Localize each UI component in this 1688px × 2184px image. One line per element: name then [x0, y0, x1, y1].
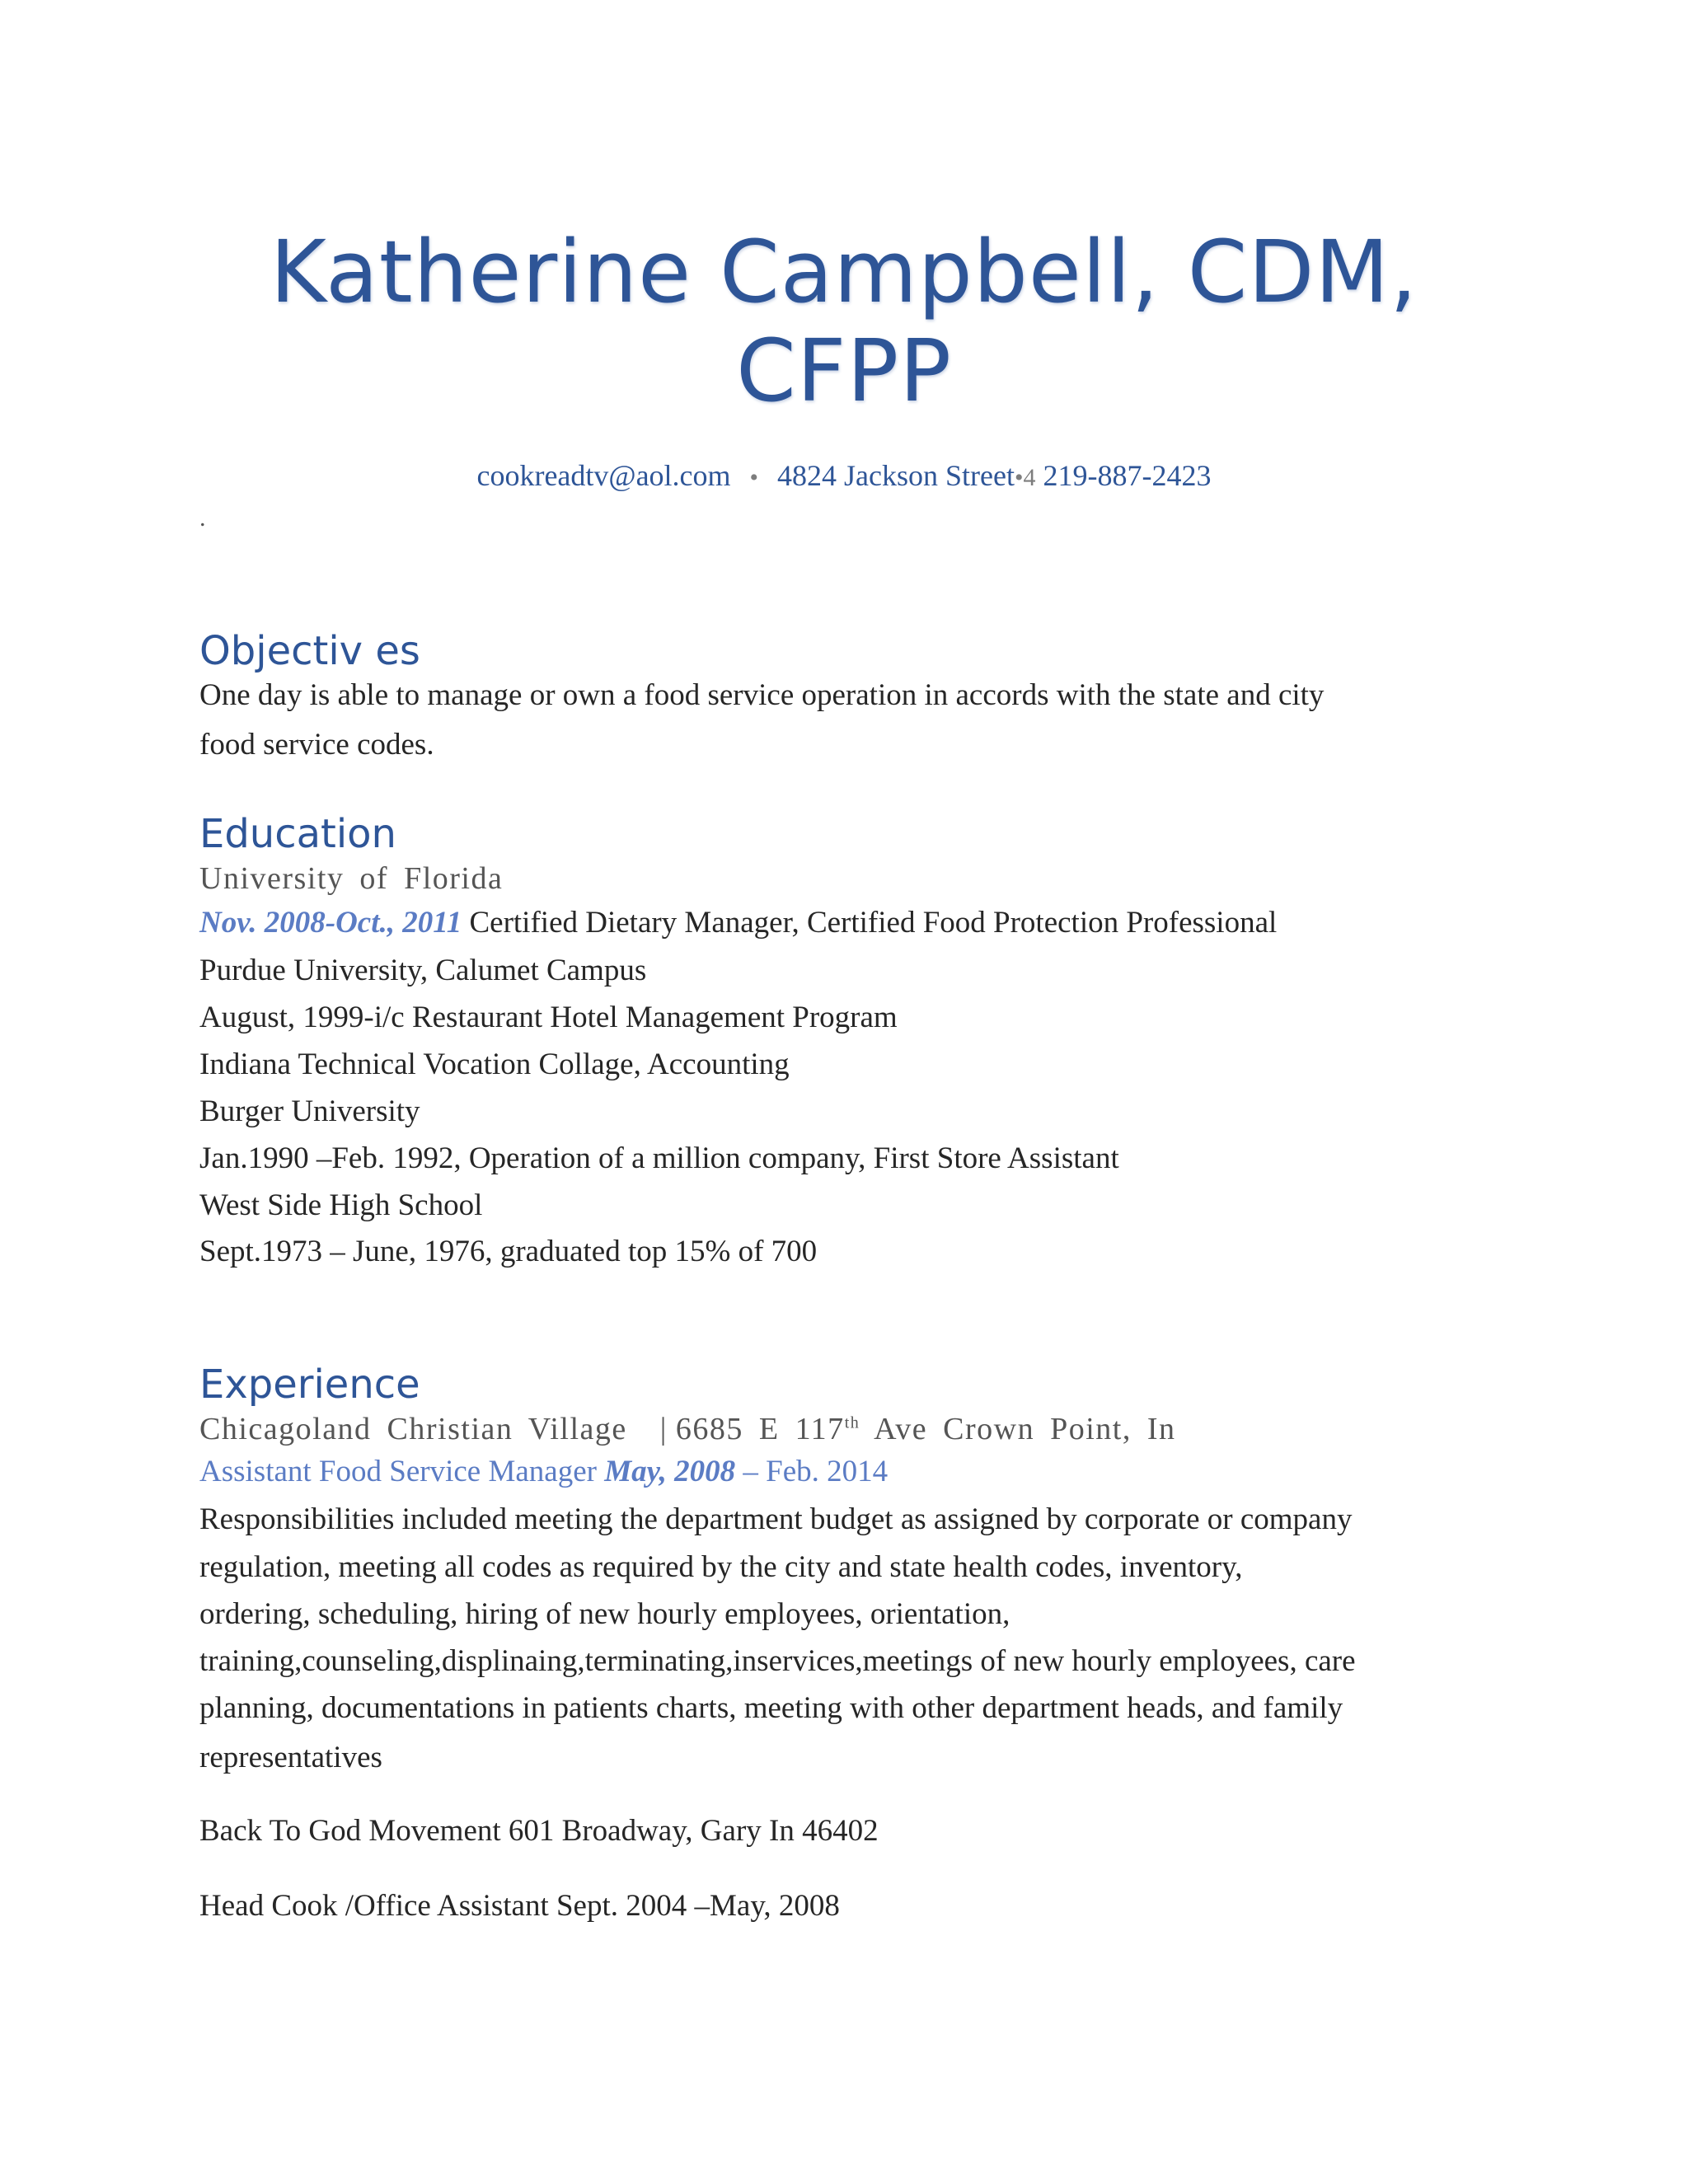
- stray-dot: .: [199, 504, 206, 532]
- job-1-resp-line: regulation, meeting all codes as required by the city and state health codes, inventory,: [199, 1550, 1243, 1584]
- objective-line-1: One day is able to manage or own a food service operation in accords with the state and city: [199, 678, 1325, 712]
- job-1-end: – Feb. 2014: [735, 1455, 889, 1488]
- job-1-resp-line: ordering, scheduling, hiring of new hourly employees, orientation,: [199, 1597, 1010, 1631]
- phone-prefix: •4: [1015, 464, 1036, 491]
- job-1-start: May, 2008: [604, 1455, 736, 1488]
- job-1-employer-line: [199, 1411, 1176, 1447]
- education-heading: Education: [199, 811, 396, 857]
- job-1-resp-line: training,counseling,displinaing,terminating,inservices,meetings of new hourly employees, care: [199, 1644, 1356, 1678]
- contact-line: [198, 458, 1490, 493]
- separator-bullet: •: [749, 464, 759, 491]
- school-1-credential: Certified Dietary Manager, Certified Food Protection Professional: [462, 906, 1278, 940]
- job-1-employer: Chicagoland Christian Village: [199, 1412, 627, 1446]
- job-1-address-sup: th: [844, 1413, 860, 1432]
- candidate-name-line2: CFPP: [736, 321, 952, 421]
- job-1-address-number: 6685 E 117: [675, 1412, 845, 1446]
- job-1-title: Assistant Food Service Manager: [199, 1455, 605, 1488]
- phone: 219-887-2423: [1043, 459, 1212, 492]
- job-2-employer: Back To God Movement 601 Broadway, Gary In 46402: [199, 1814, 879, 1848]
- job-1-address-street: Ave Crown Point, In: [860, 1412, 1176, 1446]
- experience-heading: Experience: [199, 1361, 420, 1408]
- address: 4824 Jackson Street: [777, 459, 1015, 492]
- school-4-detail: Jan.1990 –Feb. 1992, Operation of a million company, First Store Assistant: [199, 1141, 1119, 1175]
- school-4-name: Burger University: [199, 1094, 420, 1128]
- school-1-detail: [199, 905, 1277, 941]
- job-1-resp-line: Responsibilities included meeting the department budget as assigned by corporate or company: [199, 1502, 1353, 1536]
- school-3-name: Indiana Technical Vocation Collage, Accounting: [199, 1047, 790, 1081]
- job-1-resp-line: planning, documentations in patients charts, meeting with other department heads, and family: [199, 1691, 1343, 1725]
- school-5-name: West Side High School: [199, 1188, 483, 1222]
- job-2-title: Head Cook /Office Assistant Sept. 2004 –May, 2008: [199, 1889, 840, 1923]
- objectives-heading: Objectiv es: [199, 628, 420, 674]
- name-header: [198, 223, 1490, 420]
- school-2-detail: August, 1999-i/c Restaurant Hotel Management Program: [199, 1001, 898, 1034]
- job-1-title-line: [199, 1454, 888, 1490]
- candidate-name-line1: Katherine Campbell, CDM,: [270, 222, 1418, 322]
- email-link[interactable]: cookreadtv@aol.com: [476, 459, 731, 492]
- job-1-pipe: |: [659, 1412, 668, 1446]
- objective-line-2: food service codes.: [199, 728, 434, 762]
- school-5-detail: Sept.1973 – June, 1976, graduated top 15% of 700: [199, 1235, 818, 1268]
- school-2-name: Purdue University, Calumet Campus: [199, 954, 647, 987]
- job-1-resp-line: representatives: [199, 1741, 382, 1774]
- school-1-dates: Nov. 2008-Oct., 2011: [199, 906, 462, 940]
- school-1-name: University of Florida: [199, 861, 504, 896]
